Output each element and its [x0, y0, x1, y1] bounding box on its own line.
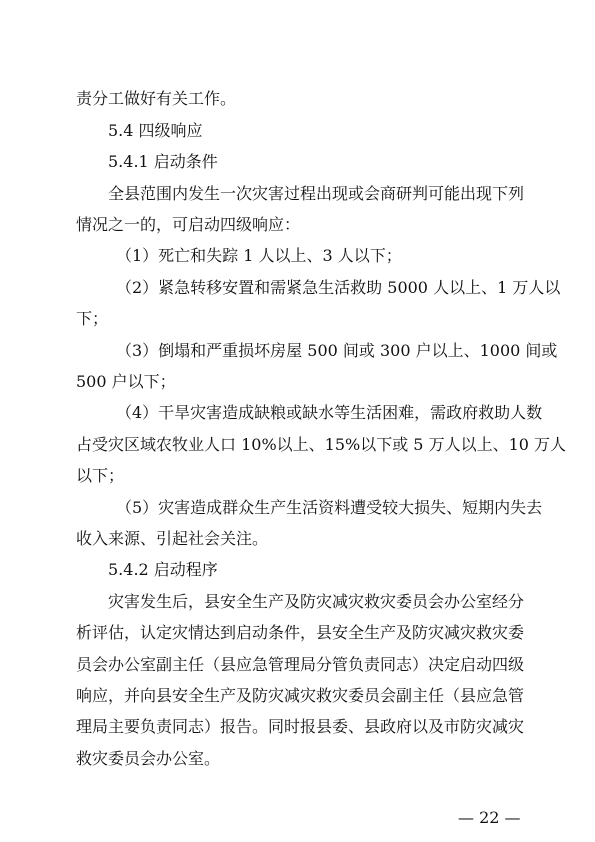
- list-item: （1）死亡和失踪 1 人以上、3 人以下；: [116, 246, 402, 265]
- list-item: （3）倒塌和严重损坏房屋 500 间或 300 户以上、1000 间或: [116, 341, 558, 360]
- text-line: 响应，并向县安全生产及防灾减灾救灾委员会副主任（县应急管: [76, 686, 525, 705]
- text-line: 下；: [76, 309, 109, 328]
- text-line: 救灾委员会办公室。: [76, 749, 221, 768]
- text-line: 析评估，认定灾情达到启动条件，县安全生产及防灾减灾救灾委: [76, 623, 525, 642]
- section-heading: 5.4 四级响应: [108, 121, 203, 140]
- page-number: — 22 —: [458, 808, 521, 827]
- subsection-heading: 5.4.2 启动程序: [108, 560, 218, 579]
- text-line: 收入来源、引起社会关注。: [76, 529, 269, 548]
- text-line: 以下；: [76, 466, 125, 485]
- text-line: 理局主要负责同志）报告。同时报县委、县政府以及市防灾减灾: [76, 717, 525, 736]
- subsection-heading: 5.4.1 启动条件: [108, 152, 218, 171]
- text-line: 500 户以下；: [76, 372, 176, 391]
- text-line: 责分工做好有关工作。: [76, 89, 237, 108]
- text-line: 情况之一的，可启动四级响应：: [76, 215, 301, 234]
- text-line: 全县范围内发生一次灾害过程出现或会商研判可能出现下列: [108, 184, 525, 203]
- text-line: 占受灾区域农牧业人口 10%以上、15%以下或 5 万人以上、10 万人: [76, 435, 567, 454]
- list-item: （5）灾害造成群众生产生活资料遭受较大损失、短期内失去: [116, 498, 543, 517]
- list-item: （2）紧急转移安置和需紧急生活救助 5000 人以上、1 万人以: [116, 278, 561, 297]
- list-item: （4）干旱灾害造成缺粮或缺水等生活困难，需政府救助人数: [116, 403, 543, 422]
- text-line: 员会办公室副主任（县应急管理局分管负责同志）决定启动四级: [76, 655, 525, 674]
- text-line: 灾害发生后，县安全生产及防灾减灾救灾委员会办公室经分: [108, 592, 525, 611]
